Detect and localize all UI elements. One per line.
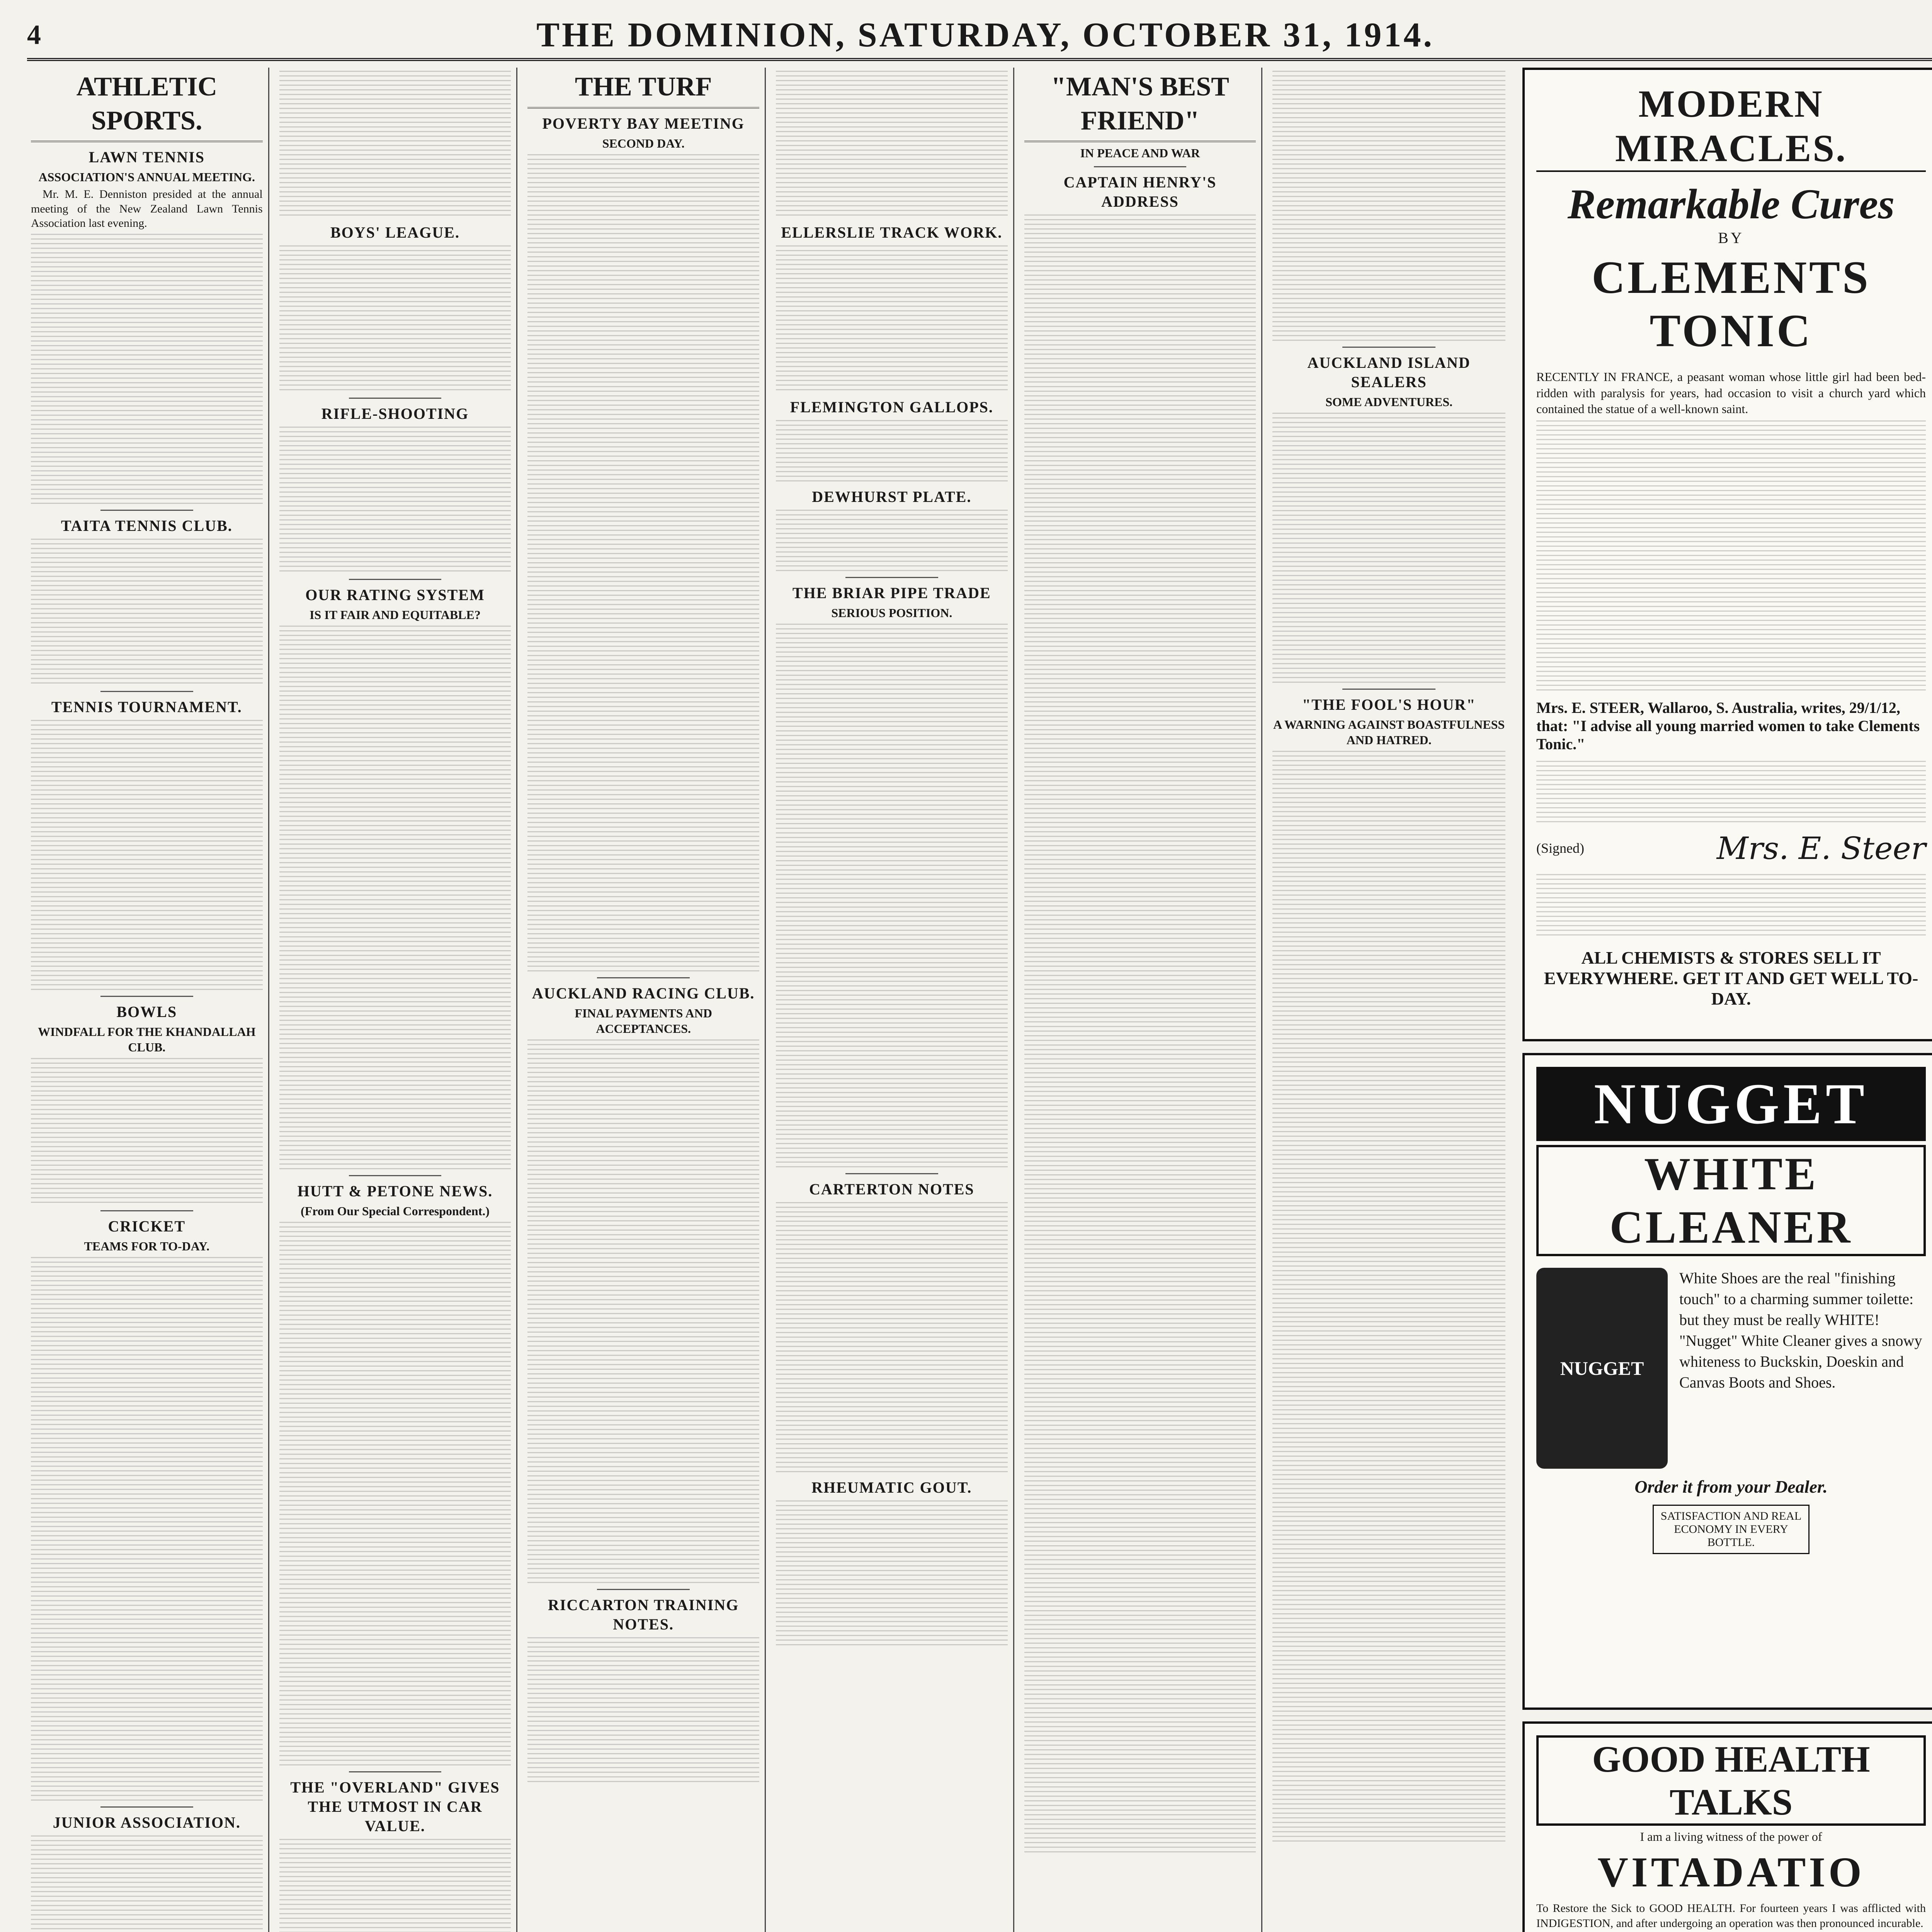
signed-label: (Signed) bbox=[1536, 840, 1584, 856]
subheading: ELLERSLIE TRACK WORK. bbox=[781, 224, 1003, 241]
subheading: CARTERTON NOTES bbox=[809, 1180, 975, 1198]
product-tin: NUGGET bbox=[1536, 1268, 1668, 1469]
advert-brand: VITADATIO bbox=[1597, 1849, 1865, 1896]
column-1 bbox=[31, 68, 269, 1932]
advert-brand: NUGGET bbox=[1536, 1067, 1926, 1141]
subheading: SOME ADVENTURES. bbox=[1325, 395, 1453, 409]
subheading: LAWN TENNIS bbox=[88, 148, 205, 166]
section-heading: ATHLETIC SPORTS. bbox=[31, 70, 263, 142]
subheading: RICCARTON TRAINING NOTES. bbox=[548, 1596, 739, 1633]
section-heading: "MAN'S BEST FRIEND" bbox=[1024, 70, 1256, 142]
page-number: 4 bbox=[27, 19, 41, 50]
subheading: RIFLE-SHOOTING bbox=[321, 405, 469, 422]
subheading: RHEUMATIC GOUT. bbox=[811, 1479, 972, 1496]
subheading: TAITA TENNIS CLUB. bbox=[61, 517, 233, 534]
subheading: IN PEACE AND WAR bbox=[1080, 146, 1200, 160]
subheading: THE "OVERLAND" GIVES THE UTMOST IN CAR VALUE. bbox=[290, 1779, 500, 1835]
advert-headline: Remarkable Cures bbox=[1567, 180, 1895, 228]
vitadatio-advert bbox=[1522, 1721, 1932, 1932]
advert-text: BY bbox=[1718, 229, 1744, 247]
nugget-cleaner-advert bbox=[1522, 1053, 1932, 1710]
subheading: TEAMS FOR TO-DAY. bbox=[84, 1239, 210, 1253]
subheading: FINAL PAYMENTS AND ACCEPTANCES. bbox=[575, 1006, 712, 1036]
subheading: POVERTY BAY MEETING bbox=[542, 114, 745, 132]
advert-quote: Mrs. E. STEER, Wallaroo, S. Australia, writes, 29/1/12, that: "I advise all young married women to take Clements Tonic." bbox=[1536, 699, 1920, 753]
column-6 bbox=[1272, 68, 1511, 1932]
subheading: CRICKET bbox=[108, 1217, 186, 1235]
signature: Mrs. E. Steer bbox=[1716, 830, 1926, 866]
subheading: OUR RATING SYSTEM bbox=[305, 586, 485, 604]
subheading: AUCKLAND ISLAND SEALERS bbox=[1307, 354, 1471, 391]
subheading: THE BRIAR PIPE TRADE bbox=[792, 584, 991, 602]
subheading: "THE FOOL'S HOUR" bbox=[1302, 696, 1476, 713]
advert-text: SATISFACTION AND REAL ECONOMY IN EVERY BOTTLE. bbox=[1653, 1505, 1810, 1554]
column-3 bbox=[527, 68, 766, 1932]
column-5 bbox=[1024, 68, 1263, 1932]
subheading: (From Our Special Correspondent.) bbox=[301, 1204, 490, 1218]
subheading: DEWHURST PLATE. bbox=[812, 488, 972, 505]
subheading: SECOND DAY. bbox=[602, 136, 685, 150]
advert-headline: WHITE CLEANER bbox=[1536, 1145, 1926, 1256]
newspaper-title: THE DOMINION, SATURDAY, OCTOBER 31, 1914. bbox=[536, 15, 1434, 54]
section-heading: THE TURF bbox=[527, 70, 759, 109]
advert-signature bbox=[1536, 830, 1926, 866]
subheading: FLEMINGTON GALLOPS. bbox=[790, 398, 993, 416]
subheading: BOYS' LEAGUE. bbox=[330, 224, 460, 241]
subheading: BOWLS bbox=[116, 1003, 177, 1020]
column-2 bbox=[279, 68, 518, 1932]
subheading: JUNIOR ASSOCIATION. bbox=[53, 1813, 241, 1831]
advert-body: RECENTLY IN FRANCE, a peasant woman whose little girl had been bed-ridden with paralysis for years, had occasion to visit a church yard which contained the statue of a well-known saint. bbox=[1536, 370, 1926, 416]
advert-headline: GOOD HEALTH TALKS bbox=[1536, 1735, 1926, 1826]
advert-footer: ALL CHEMISTS & STORES SELL IT EVERYWHERE. GET IT AND GET WELL TO-DAY. bbox=[1544, 947, 1918, 1009]
advert-text: I am a living witness of the power of bbox=[1640, 1830, 1822, 1844]
clements-tonic-advert bbox=[1522, 68, 1932, 1041]
advert-body: White Shoes are the real "finishing touch" to a charming summer toilette: but they must be really WHITE! "Nugget" White Cleaner gives a snowy whiteness to Buckskin, Doeskin and Canvas Boots and Shoes. bbox=[1679, 1269, 1922, 1391]
subheading: CAPTAIN HENRY'S ADDRESS bbox=[1063, 173, 1217, 210]
article-text: Mr. M. E. Denniston presided at the annual meeting of the New Zealand Lawn Tennis Association last evening. bbox=[31, 188, 263, 230]
advert-headline: MODERN MIRACLES. bbox=[1536, 82, 1926, 172]
advert-body: To Restore the Sick to GOOD HEALTH. For fourteen years I was afflicted with INDIGESTION, and after undergoing an operation was then pronounced incurable. bbox=[1536, 1902, 1926, 1930]
subheading: IS IT FAIR AND EQUITABLE? bbox=[310, 608, 481, 622]
subheading: HUTT & PETONE NEWS. bbox=[297, 1182, 493, 1200]
advert-text: Order it from your Dealer. bbox=[1634, 1477, 1828, 1497]
column-4 bbox=[776, 68, 1014, 1932]
advert-brand: CLEMENTS TONIC bbox=[1592, 252, 1871, 356]
subheading: TENNIS TOURNAMENT. bbox=[51, 698, 242, 716]
advert-column bbox=[1522, 68, 1932, 1932]
article-columns bbox=[31, 68, 1511, 1932]
subheading: WINDFALL FOR THE KHANDALLAH CLUB. bbox=[38, 1024, 256, 1054]
masthead bbox=[27, 12, 1932, 61]
subheading: ASSOCIATION'S ANNUAL MEETING. bbox=[38, 170, 255, 184]
subheading: AUCKLAND RACING CLUB. bbox=[532, 984, 755, 1002]
subheading: A WARNING AGAINST BOASTFULNESS AND HATRED. bbox=[1273, 718, 1505, 747]
subheading: SERIOUS POSITION. bbox=[831, 606, 952, 620]
